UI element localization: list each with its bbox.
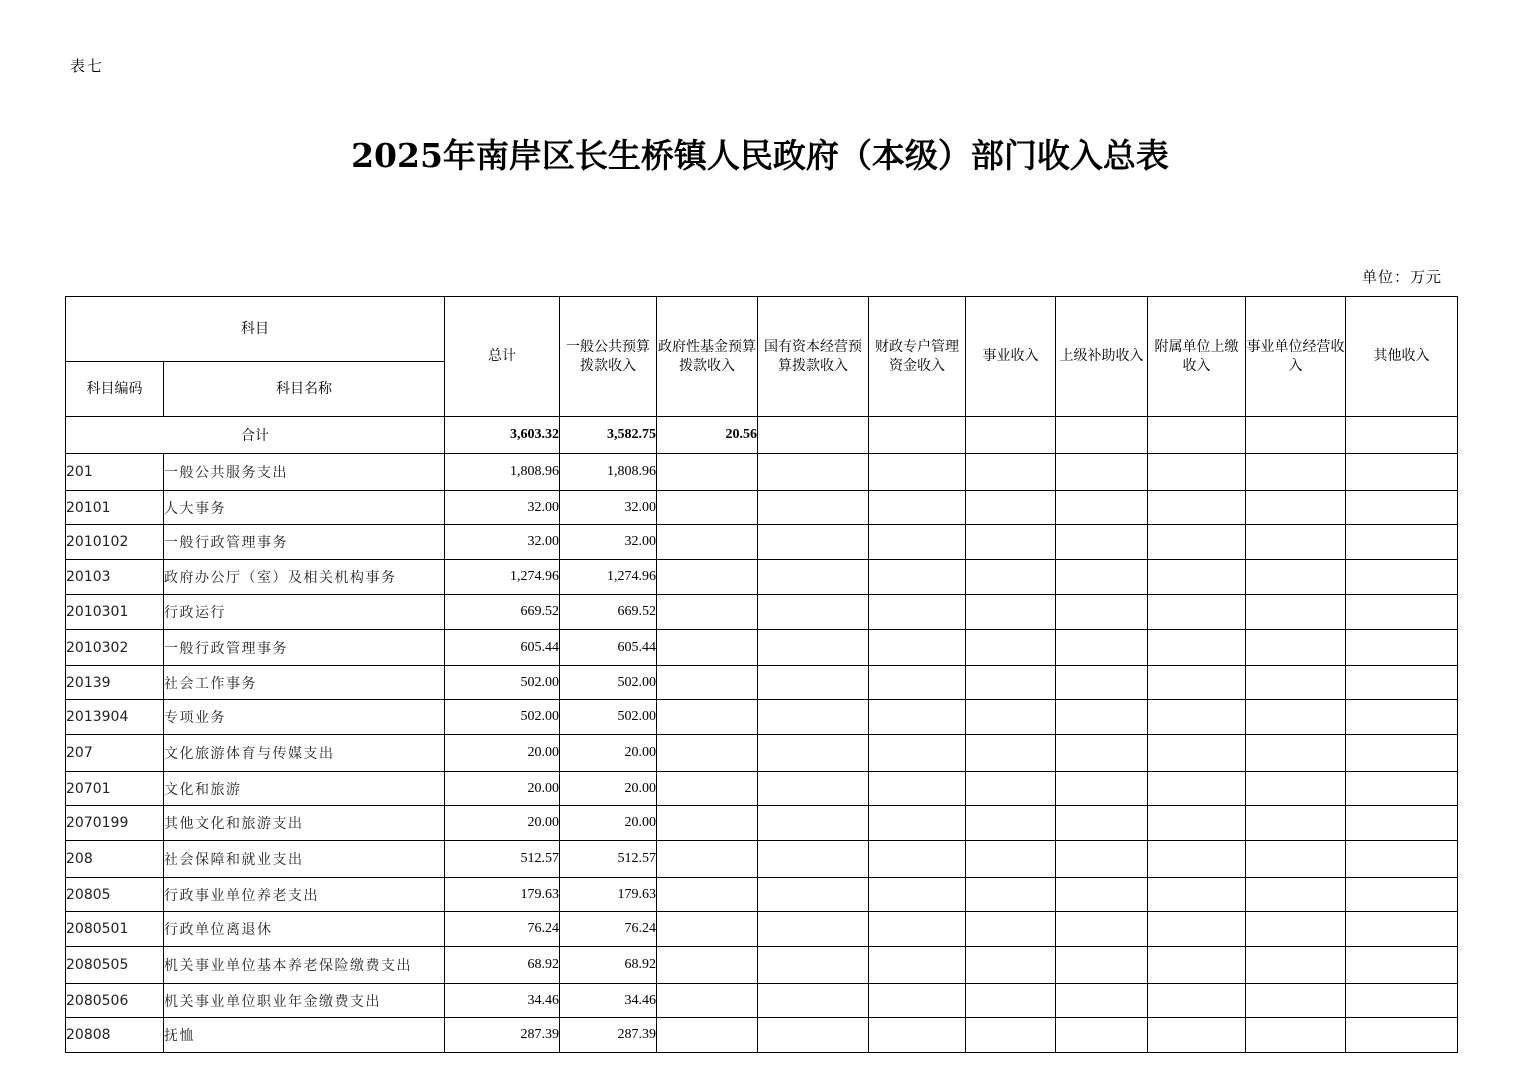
table-row <box>66 491 1458 525</box>
empty-cell <box>657 595 758 630</box>
empty-cell <box>966 491 1056 525</box>
empty-cell <box>1056 666 1148 700</box>
empty-cell <box>966 841 1056 878</box>
empty-cell <box>1246 806 1346 841</box>
empty-cell <box>869 878 966 912</box>
empty-cell <box>1056 454 1148 491</box>
empty-cell <box>1056 595 1148 630</box>
empty-cell <box>1148 912 1246 947</box>
table-number: 表七 <box>70 57 105 75</box>
empty-cell <box>1346 806 1458 841</box>
row-code: 20101 <box>66 491 164 525</box>
row-name: 一般行政管理事务 <box>164 630 445 666</box>
header-operating-income: 事业单位经营收入 <box>1246 297 1346 417</box>
table-row <box>66 984 1458 1018</box>
empty-cell <box>1346 630 1458 666</box>
empty-cell <box>966 630 1056 666</box>
empty-cell <box>869 735 966 772</box>
empty-cell <box>1148 984 1246 1018</box>
empty-cell <box>1148 560 1246 595</box>
empty-cell <box>869 666 966 700</box>
empty-cell <box>1056 878 1148 912</box>
empty-cell <box>1246 560 1346 595</box>
empty-cell <box>1056 772 1148 806</box>
row-code: 207 <box>66 735 164 772</box>
row-code: 2080505 <box>66 947 164 984</box>
empty-cell <box>1346 560 1458 595</box>
row-total: 20.00 <box>445 806 560 841</box>
empty-cell <box>966 525 1056 560</box>
row-general-budget: 32.00 <box>560 491 657 525</box>
row-general-budget: 287.39 <box>560 1018 657 1053</box>
empty-cell <box>1148 1018 1246 1053</box>
row-code: 2013904 <box>66 700 164 735</box>
header-special-fund: 财政专户管理资金收入 <box>869 297 966 417</box>
empty-cell <box>1056 912 1148 947</box>
row-total: 20.00 <box>445 772 560 806</box>
header-state-capital: 国有资本经营预算拨款收入 <box>758 297 869 417</box>
row-code: 20103 <box>66 560 164 595</box>
table-row <box>66 525 1458 560</box>
empty-cell <box>869 700 966 735</box>
empty-cell <box>1056 984 1148 1018</box>
row-name: 文化和旅游 <box>164 772 445 806</box>
empty-cell <box>966 560 1056 595</box>
empty-cell <box>1346 841 1458 878</box>
empty-cell <box>1148 525 1246 560</box>
empty-cell <box>758 806 869 841</box>
row-total: 287.39 <box>445 1018 560 1053</box>
row-code: 20139 <box>66 666 164 700</box>
empty-cell <box>1056 806 1148 841</box>
row-code: 208 <box>66 841 164 878</box>
empty-cell <box>1246 630 1346 666</box>
table-row <box>66 630 1458 666</box>
empty-cell <box>869 947 966 984</box>
row-code: 2010301 <box>66 595 164 630</box>
empty-cell <box>1246 947 1346 984</box>
row-total: 605.44 <box>445 630 560 666</box>
empty-cell <box>1056 630 1148 666</box>
row-general-budget: 502.00 <box>560 666 657 700</box>
empty-cell <box>1148 666 1246 700</box>
empty-cell <box>1346 1018 1458 1053</box>
empty-cell <box>758 417 869 454</box>
empty-cell <box>758 912 869 947</box>
row-name: 其他文化和旅游支出 <box>164 806 445 841</box>
empty-cell <box>758 984 869 1018</box>
empty-cell <box>758 560 869 595</box>
header-subject: 科目 <box>66 297 445 362</box>
empty-cell <box>1246 912 1346 947</box>
empty-cell <box>1148 841 1246 878</box>
empty-cell <box>1056 491 1148 525</box>
empty-cell <box>1346 878 1458 912</box>
empty-cell <box>1346 700 1458 735</box>
empty-cell <box>1148 947 1246 984</box>
empty-cell <box>1246 595 1346 630</box>
empty-cell <box>966 912 1056 947</box>
empty-cell <box>1056 700 1148 735</box>
table-row <box>66 700 1458 735</box>
empty-cell <box>869 912 966 947</box>
empty-cell <box>1148 491 1246 525</box>
empty-cell <box>1148 772 1246 806</box>
row-name: 人大事务 <box>164 491 445 525</box>
row-general-budget: 20.00 <box>560 772 657 806</box>
empty-cell <box>869 1018 966 1053</box>
empty-cell <box>1056 560 1148 595</box>
empty-cell <box>758 947 869 984</box>
header-general-budget: 一般公共预算拨款收入 <box>560 297 657 417</box>
empty-cell <box>869 806 966 841</box>
header-affiliated-payment: 附属单位上缴收入 <box>1148 297 1246 417</box>
empty-cell <box>1346 772 1458 806</box>
unit-label: 单位：万元 <box>1362 268 1443 286</box>
row-general-budget: 605.44 <box>560 630 657 666</box>
row-general-budget: 179.63 <box>560 878 657 912</box>
row-total: 20.00 <box>445 735 560 772</box>
empty-cell <box>758 841 869 878</box>
row-name: 抚恤 <box>164 1018 445 1053</box>
row-general-budget: 1,274.96 <box>560 560 657 595</box>
table-row <box>66 666 1458 700</box>
empty-cell <box>657 666 758 700</box>
empty-cell <box>1148 735 1246 772</box>
summary-label: 合计 <box>66 417 445 454</box>
header-other-income: 其他收入 <box>1346 297 1458 417</box>
row-name: 机关事业单位基本养老保险缴费支出 <box>164 947 445 984</box>
row-total: 1,274.96 <box>445 560 560 595</box>
header-business-income: 事业收入 <box>966 297 1056 417</box>
table-row <box>66 454 1458 491</box>
row-code: 201 <box>66 454 164 491</box>
empty-cell <box>657 772 758 806</box>
empty-cell <box>966 595 1056 630</box>
empty-cell <box>1346 666 1458 700</box>
empty-cell <box>1056 947 1148 984</box>
empty-cell <box>1148 806 1246 841</box>
header-code: 科目编码 <box>66 362 164 417</box>
empty-cell <box>1346 595 1458 630</box>
row-general-budget: 20.00 <box>560 806 657 841</box>
empty-cell <box>869 772 966 806</box>
summary-row <box>66 417 1458 454</box>
empty-cell <box>1346 984 1458 1018</box>
empty-cell <box>657 1018 758 1053</box>
table-row <box>66 560 1458 595</box>
empty-cell <box>657 947 758 984</box>
empty-cell <box>657 491 758 525</box>
row-code: 20808 <box>66 1018 164 1053</box>
summary-gov-fund: 20.56 <box>657 417 758 454</box>
empty-cell <box>869 984 966 1018</box>
empty-cell <box>1148 878 1246 912</box>
empty-cell <box>657 735 758 772</box>
empty-cell <box>1246 984 1346 1018</box>
empty-cell <box>758 491 869 525</box>
empty-cell <box>1148 595 1246 630</box>
row-general-budget: 34.46 <box>560 984 657 1018</box>
empty-cell <box>966 772 1056 806</box>
empty-cell <box>966 666 1056 700</box>
empty-cell <box>966 947 1056 984</box>
row-code: 20805 <box>66 878 164 912</box>
empty-cell <box>1056 1018 1148 1053</box>
row-total: 68.92 <box>445 947 560 984</box>
empty-cell <box>758 454 869 491</box>
row-name: 文化旅游体育与传媒支出 <box>164 735 445 772</box>
empty-cell <box>869 491 966 525</box>
empty-cell <box>758 525 869 560</box>
empty-cell <box>1346 417 1458 454</box>
empty-cell <box>1246 700 1346 735</box>
empty-cell <box>1246 525 1346 560</box>
row-total: 669.52 <box>445 595 560 630</box>
empty-cell <box>869 417 966 454</box>
empty-cell <box>657 700 758 735</box>
empty-cell <box>966 1018 1056 1053</box>
row-code: 2070199 <box>66 806 164 841</box>
row-general-budget: 68.92 <box>560 947 657 984</box>
empty-cell <box>657 630 758 666</box>
empty-cell <box>1246 878 1346 912</box>
row-code: 2080501 <box>66 912 164 947</box>
empty-cell <box>1246 1018 1346 1053</box>
row-name: 社会工作事务 <box>164 666 445 700</box>
summary-total: 3,603.32 <box>445 417 560 454</box>
empty-cell <box>758 630 869 666</box>
empty-cell <box>869 525 966 560</box>
empty-cell <box>1246 735 1346 772</box>
empty-cell <box>758 1018 869 1053</box>
empty-cell <box>1246 491 1346 525</box>
empty-cell <box>1346 454 1458 491</box>
row-name: 政府办公厅（室）及相关机构事务 <box>164 560 445 595</box>
empty-cell <box>758 772 869 806</box>
row-code: 2010302 <box>66 630 164 666</box>
row-general-budget: 1,808.96 <box>560 454 657 491</box>
empty-cell <box>1148 630 1246 666</box>
empty-cell <box>1346 491 1458 525</box>
row-total: 1,808.96 <box>445 454 560 491</box>
header-superior-subsidy: 上级补助收入 <box>1056 297 1148 417</box>
empty-cell <box>1246 841 1346 878</box>
empty-cell <box>657 525 758 560</box>
empty-cell <box>1246 417 1346 454</box>
row-name: 一般公共服务支出 <box>164 454 445 491</box>
table-row <box>66 735 1458 772</box>
empty-cell <box>657 878 758 912</box>
income-table <box>65 296 1458 1053</box>
empty-cell <box>869 560 966 595</box>
table-row <box>66 806 1458 841</box>
row-general-budget: 76.24 <box>560 912 657 947</box>
empty-cell <box>758 878 869 912</box>
row-total: 512.57 <box>445 841 560 878</box>
summary-general-budget: 3,582.75 <box>560 417 657 454</box>
empty-cell <box>1148 700 1246 735</box>
empty-cell <box>1056 417 1148 454</box>
table-row <box>66 912 1458 947</box>
page-title: 2025年南岸区长生桥镇人民政府（本级）部门收入总表 <box>351 136 1169 175</box>
empty-cell <box>758 595 869 630</box>
empty-cell <box>966 417 1056 454</box>
empty-cell <box>869 454 966 491</box>
row-name: 行政单位离退休 <box>164 912 445 947</box>
table-row <box>66 841 1458 878</box>
row-total: 76.24 <box>445 912 560 947</box>
row-name: 机关事业单位职业年金缴费支出 <box>164 984 445 1018</box>
row-general-budget: 512.57 <box>560 841 657 878</box>
empty-cell <box>657 806 758 841</box>
empty-cell <box>1056 841 1148 878</box>
row-general-budget: 20.00 <box>560 735 657 772</box>
header-name: 科目名称 <box>164 362 445 417</box>
empty-cell <box>966 700 1056 735</box>
row-total: 32.00 <box>445 491 560 525</box>
row-total: 502.00 <box>445 666 560 700</box>
row-name: 行政事业单位养老支出 <box>164 878 445 912</box>
empty-cell <box>1246 666 1346 700</box>
row-general-budget: 32.00 <box>560 525 657 560</box>
table-row <box>66 878 1458 912</box>
row-name: 一般行政管理事务 <box>164 525 445 560</box>
empty-cell <box>1346 735 1458 772</box>
empty-cell <box>1346 912 1458 947</box>
row-code: 2010102 <box>66 525 164 560</box>
empty-cell <box>657 560 758 595</box>
row-total: 34.46 <box>445 984 560 1018</box>
empty-cell <box>758 666 869 700</box>
empty-cell <box>966 454 1056 491</box>
empty-cell <box>869 841 966 878</box>
empty-cell <box>966 984 1056 1018</box>
empty-cell <box>657 454 758 491</box>
table-row <box>66 772 1458 806</box>
empty-cell <box>966 878 1056 912</box>
empty-cell <box>869 595 966 630</box>
table-row <box>66 947 1458 984</box>
empty-cell <box>966 735 1056 772</box>
row-name: 行政运行 <box>164 595 445 630</box>
row-name: 专项业务 <box>164 700 445 735</box>
empty-cell <box>1056 735 1148 772</box>
empty-cell <box>1246 454 1346 491</box>
empty-cell <box>966 806 1056 841</box>
row-name: 社会保障和就业支出 <box>164 841 445 878</box>
empty-cell <box>657 984 758 1018</box>
empty-cell <box>1246 772 1346 806</box>
empty-cell <box>1148 417 1246 454</box>
empty-cell <box>869 630 966 666</box>
empty-cell <box>1056 525 1148 560</box>
header-gov-fund: 政府性基金预算拨款收入 <box>657 297 758 417</box>
table-row <box>66 595 1458 630</box>
empty-cell <box>1346 947 1458 984</box>
row-general-budget: 502.00 <box>560 700 657 735</box>
row-code: 2080506 <box>66 984 164 1018</box>
header-total: 总计 <box>445 297 560 417</box>
row-total: 502.00 <box>445 700 560 735</box>
row-total: 179.63 <box>445 878 560 912</box>
empty-cell <box>1346 525 1458 560</box>
empty-cell <box>758 700 869 735</box>
row-code: 20701 <box>66 772 164 806</box>
table-row <box>66 1018 1458 1053</box>
row-total: 32.00 <box>445 525 560 560</box>
empty-cell <box>758 735 869 772</box>
row-general-budget: 669.52 <box>560 595 657 630</box>
empty-cell <box>1148 454 1246 491</box>
empty-cell <box>657 841 758 878</box>
empty-cell <box>657 912 758 947</box>
